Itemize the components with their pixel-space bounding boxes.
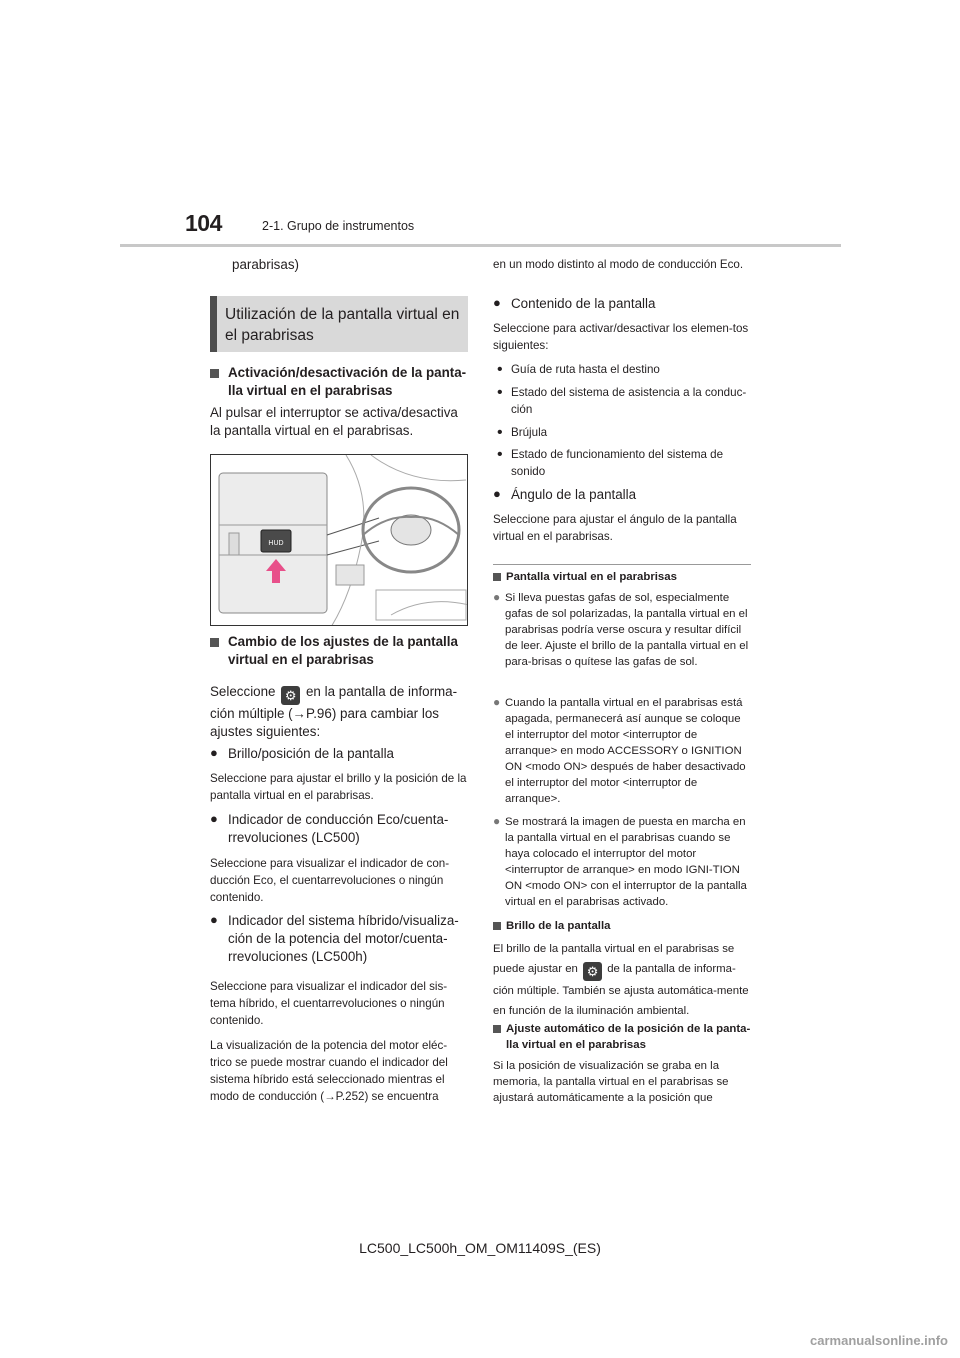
content-list [493, 361, 751, 486]
settings-body [210, 683, 468, 741]
square-bullet-icon [493, 1025, 501, 1033]
item-eco-title: Indicador de conducción Eco/cuenta-rrevoluciones (LC500) [228, 812, 449, 845]
item-hybrid [210, 912, 468, 966]
item-hybrid-title: Indicador del sistema híbrido/visualiza-ción de la potencia del motor/cuenta-rrevoluciones (LC500h) [228, 913, 459, 964]
page-number: 104 [185, 210, 222, 236]
note-virtual-display-title: Pantalla virtual en el parabrisas [506, 571, 677, 583]
list-item: • Estado del sistema de asistencia a la conduc-ción [497, 384, 747, 416]
activation-body: Al pulsar el interruptor se activa/desactiva la pantalla virtual en el parabrisas. [210, 405, 458, 438]
list-item: • Brújula [497, 424, 548, 441]
divider [493, 564, 751, 565]
item-brightness [210, 745, 468, 763]
subheading-activation [210, 364, 468, 400]
footer-code: LC500_LC500h_OM_OM11409S_(ES) [359, 1240, 601, 1256]
round-bullet-icon: ● [493, 590, 501, 604]
item-content-body: Seleccione para activar/desactivar los elemen-tos siguientes: [493, 322, 749, 352]
note-item: ● Cuando la pantalla virtual en el parabrisas está apagada, permanecerá así aunque se coloque el interruptor del motor <interruptor de arranque> en modo ACCESSORY o IGNITION ON <modo ON> después de haber desactivado el interruptor del motor <interruptor de arranque>. [493, 695, 746, 805]
note-item: ● Se mostrará la imagen de puesta en marcha en la pantalla virtual en el parabrisas cuando se haya colocado el interruptor del motor <interruptor de arranque> en modo IGNI-TION ON <modo ON> con el interruptor de la pantalla virtual en el parabrisas activado. [493, 814, 747, 908]
item-angle-body: Seleccione para ajustar el ángulo de la pantalla virtual en el parabrisas. [493, 513, 737, 543]
gear-icon: ⚙ [583, 962, 602, 981]
list-item: • Guía de ruta hasta el destino [497, 361, 660, 378]
watermark: carmanualsonline.info [810, 1333, 948, 1348]
item-eco-body: Seleccione para visualizar el indicador de con-ducción Eco, el cuentarrevoluciones o ningún contenido. [210, 857, 450, 904]
round-bullet-icon: ● [493, 695, 501, 709]
list-item: • Estado de funcionamiento del sistema de sonido [497, 446, 724, 478]
item-hybrid-body-2: La visualización de la potencia del motor eléc-trico se puede mostrar cuando el indicador del sistema híbrido está seleccionado mientras el modo de conducción (→P.252) se encuentra [210, 1039, 448, 1103]
item-brightness-body: Seleccione para ajustar el brillo y la posición de la pantalla virtual en el parabrisas. [210, 772, 467, 802]
section-title: 2-1. Grupo de instrumentos [262, 219, 415, 233]
item-content [493, 295, 751, 313]
hud-switch-illustration [210, 454, 468, 626]
round-bullet-icon: ● [493, 814, 501, 828]
round-bullet-icon: ● [210, 811, 218, 826]
settings-body-end: en la pantalla de informa-ción múltiple (→P.96) para cambiar los ajustes siguientes: [210, 684, 458, 739]
round-bullet-icon: ● [493, 295, 501, 310]
continued-text: parabrisas) [232, 257, 299, 272]
continued-text-right: en un modo distinto al modo de conducción Eco. [493, 258, 744, 271]
item-content-title: Contenido de la pantalla [511, 296, 656, 311]
note-brightness [493, 918, 751, 934]
note-brightness-body: El brillo de la pantalla virtual en el parabrisas se puede ajustar en ⚙ de la pantalla de informa-ción múltiple. También se ajusta automática-mente en función de la iluminación ambiental. [493, 943, 749, 1017]
subheading-settings [210, 633, 468, 669]
note-auto-position [493, 1021, 751, 1053]
note-virtual-display [493, 569, 751, 585]
gear-icon: ⚙ [281, 686, 300, 705]
note-brightness-title: Brillo de la pantalla [506, 920, 611, 932]
item-eco [210, 811, 468, 847]
note-auto-position-body: Si la posición de visualización se graba en la memoria, la pantalla virtual en el parabrisas se ajustará automáticamente a la posición que [493, 1060, 729, 1104]
item-angle-title: Ángulo de la pantalla [511, 487, 637, 502]
note-auto-position-title: Ajuste automático de la posición de la panta-lla virtual en el parabrisas [506, 1023, 751, 1051]
round-bullet-icon: ● [210, 745, 218, 760]
round-bullet-icon: ● [493, 486, 501, 501]
heading-bar [210, 296, 217, 352]
settings-body-start: Seleccione [210, 684, 276, 699]
header-rule [120, 244, 841, 247]
square-bullet-icon [493, 573, 501, 581]
item-angle [493, 486, 751, 504]
round-bullet-icon: ● [210, 912, 218, 927]
subheading-activation-text: Activación/desactivación de la panta-lla virtual en el parabrisas [228, 365, 467, 398]
dashboard-drawing [211, 455, 468, 626]
square-bullet-icon [493, 922, 501, 930]
square-bullet-icon [210, 369, 219, 378]
square-bullet-icon [210, 638, 219, 647]
hud-button-label: HUD [268, 540, 284, 547]
section-heading: Utilización de la pantalla virtual en el parabrisas [225, 306, 460, 344]
note-item: ● Si lleva puestas gafas de sol, especialmente gafas de sol polarizadas, la pantalla virtual en el parabrisas podría verse oscura y resultar difícil de leer. Ajuste el brillo de la pantalla virtual en el para-brisas o quítese las gafas de sol. [493, 590, 749, 668]
section-heading-box [210, 296, 468, 352]
subheading-settings-text: Cambio de los ajustes de la pantalla virtual en el parabrisas [228, 634, 458, 667]
item-hybrid-body: Seleccione para visualizar el indicador del sis-tema híbrido, el cuentarrevoluciones o ningún contenido. [210, 980, 448, 1027]
item-brightness-title: Brillo/posición de la pantalla [228, 746, 394, 761]
